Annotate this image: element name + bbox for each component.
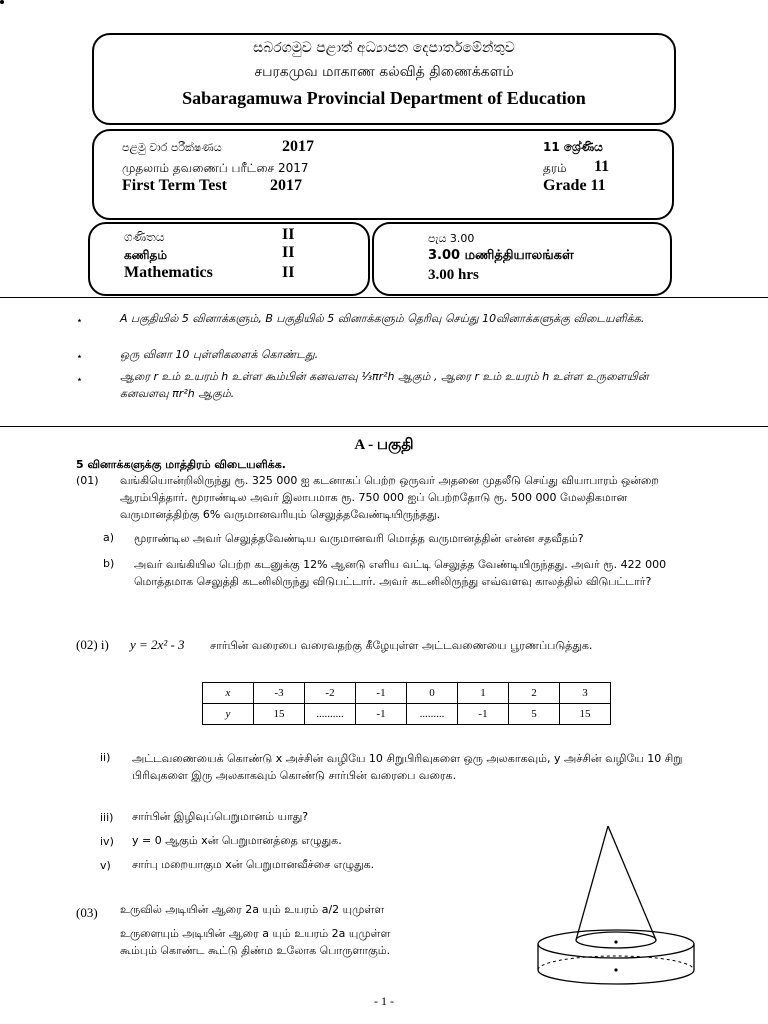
q2-ii-label: ii) [100, 751, 111, 764]
table-cell: -3 [254, 683, 305, 704]
q3-line3: கூம்பும் கொண்ட கூட்டு திண்ம உலோக பொருளாகும். [120, 944, 391, 957]
q1b-label: b) [103, 557, 115, 570]
table-cell: -2 [305, 683, 356, 704]
q2-v-text: சார்பு மறையாகும xன் பெறுமானவீச்சை எழுதுக. [132, 858, 375, 871]
value-table [202, 682, 611, 725]
q1b-text: அவர் வங்கியில பெற்ற கடனுக்கு 12% ஆனடு எளிய வட்டி செலுத்த வேண்டியிருந்தது. அவர் ரூ. 422 000 மொத்தமாக செலுத்தி கடனிலிருந்து விடுபட்டார். அவர் கடனிலிருந்து எவ்வளவு காலத்தில் விடுபட்டார்? [134, 558, 667, 588]
cylinder-bottom-front [538, 970, 694, 984]
q2-text: சார்பின் வரைபை வரைவதற்கு கீழேயுள்ள அட்டவணையை பூரணப்படுத்துக. [210, 639, 593, 652]
q2-number: (02) i) [76, 637, 109, 652]
grade-sinhala: 11 ශ්‍රේණිය [543, 140, 603, 154]
term-english-year: 2017 [270, 177, 302, 194]
table-cell: 15 [560, 704, 611, 725]
q1a-label: a) [103, 531, 115, 544]
q2-v-label: v) [100, 859, 111, 872]
table-cell: 0 [407, 683, 458, 704]
table-header-y: y [203, 704, 254, 725]
q2-ii-text: அட்டவணையைக் கொண்டு x அச்சின் வழியே 10 சிறுபிரிவுகளை ஒரு அலகாகவும், y அச்சின் வழியே 10 சிறு பிரிவுகளை இரு அலகாகவும் கொண்டு சார்பின் வரைபை வரைக. [132, 752, 683, 782]
section-note: 5 வினாக்களுக்கு மாத்திரம் விடையளிக்க. [76, 458, 286, 471]
page-number: - 1 - [374, 994, 394, 1008]
cone-base-center [614, 940, 617, 943]
cylinder-top-ellipse [538, 930, 694, 958]
paper-number-1: II [282, 226, 295, 243]
paper-number-3: II [282, 264, 295, 281]
q2-iv-label: iv) [100, 835, 114, 848]
q2-equation: y = 2x² - 3 [130, 637, 185, 652]
term-sinhala-label: පළමු වාර පරීක්ෂණය [122, 141, 222, 154]
subject-sinhala: ගණිතය [124, 230, 165, 244]
instruction-1: A பகுதியில் 5 வினாக்களும், B பகுதியில் 5 வினாக்களும் தெரிவு செய்து 10வினாக்களுக்கு விடையளிக்க. [120, 312, 645, 325]
q2-iii-label: iii) [100, 811, 114, 824]
paper-number-2: II [282, 244, 295, 261]
bullet: ⋆ [76, 350, 83, 363]
duration-sinhala: පැය 3.00 [428, 232, 475, 245]
cone-left-edge [576, 826, 608, 940]
sinhala-department: සබරගමුව පළාත් අධ්‍යාපන දෙපාර්තමේන්තුව [253, 40, 515, 56]
subject-english: Mathematics [124, 264, 213, 281]
table-cell: -1 [458, 704, 509, 725]
table-cell: ......... [407, 704, 458, 725]
q3-line1: உருவில் அடியின் ஆரை 2a யும் உயரம் a/2 யுமுள்ள [120, 903, 385, 916]
table-cell: -1 [356, 683, 407, 704]
section-title: A - பகுதி [354, 437, 414, 453]
q1a-text: மூராண்டில அவர் செலுத்தவேண்டிய வருமானவரி மொத்த வருமானத்தின் என்ன சதவீதம்? [134, 532, 584, 545]
table-cell: 3 [560, 683, 611, 704]
table-cell: -1 [356, 704, 407, 725]
duration-english: 3.00 hrs [428, 267, 479, 283]
grade-tamil-label: தரம் [543, 161, 567, 175]
subject-tamil: கணிதம் [124, 248, 167, 262]
table-header-x: x [203, 683, 254, 704]
cone-base-ellipse [576, 932, 656, 948]
term-english-label: First Term Test [122, 177, 227, 194]
q2-iv-text: y = 0 ஆகும் xன் பெறுமானத்தை எழுதுக. [132, 834, 342, 847]
instruction-2: ஒரு வினா 10 புள்ளிகளைக் கொண்டது. [120, 348, 319, 361]
table-cell: 1 [458, 683, 509, 704]
cylinder-base-center [614, 968, 617, 971]
table-cell: 2 [509, 683, 560, 704]
table-row-y [203, 704, 611, 725]
instruction-3: ஆரை r உம் உயரம் h உள்ள கூம்பின் கனவளவு ⅓πr²h ஆகும் , ஆரை r உம் உயரம் h உள்ள உருளையின் கனவளவு πr²h ஆகும். [120, 370, 649, 400]
bullet: ⋆ [76, 314, 83, 327]
q1-text: வங்கியொன்றிலிருந்து ரூ. 325 000 ஐ கடனாகப் பெற்ற ஒருவர் அதனை முதலீடு செய்து வியாபாரம் ஒன்றை ஆரம்பித்தார். மூராண்டில அவர் இலாபமாக ரூ. 750 000 ஐப் பெற்றதோடு ரூ. 500 000 மேலதிகமான வருமானத்திற்கு 6% வருமானவரியும் செலுத்தவேண்டியிருந்தது. [120, 474, 659, 521]
table-cell: .......... [305, 704, 356, 725]
english-department: Sabaragamuwa Provincial Department of Education [182, 88, 586, 108]
cone-right-edge [608, 826, 656, 940]
term-year: 2017 [282, 138, 314, 155]
header-box [0, 0, 4, 4]
grade-english: Grade 11 [543, 177, 606, 194]
grade-tamil-value: 11 [594, 158, 610, 175]
q1-number: (01) [76, 474, 99, 487]
q2-iii-text: சார்பின் இழிவுப்பெறுமானம் யாது? [132, 810, 309, 823]
q3-number: (03) [76, 905, 98, 920]
term-tamil-label: முதலாம் தவணைப் பரீட்சை 2017 [122, 161, 309, 175]
duration-tamil: 3.00 மணித்தியாலங்கள் [428, 248, 574, 263]
divider-top [0, 297, 768, 298]
q3-line2: உருளையும் அடியின் ஆரை a யும் உயரம் 2a யுமுள்ள [120, 927, 391, 940]
table-cell: 15 [254, 704, 305, 725]
table-row-x [203, 683, 611, 704]
table-cell: 5 [509, 704, 560, 725]
bullet: ⋆ [76, 373, 83, 386]
divider-bottom [0, 426, 768, 427]
tamil-department: சபரகமுவ மாகாண கல்வித் திணைக்களம் [254, 64, 514, 80]
cone-cylinder-diagram [528, 822, 708, 992]
